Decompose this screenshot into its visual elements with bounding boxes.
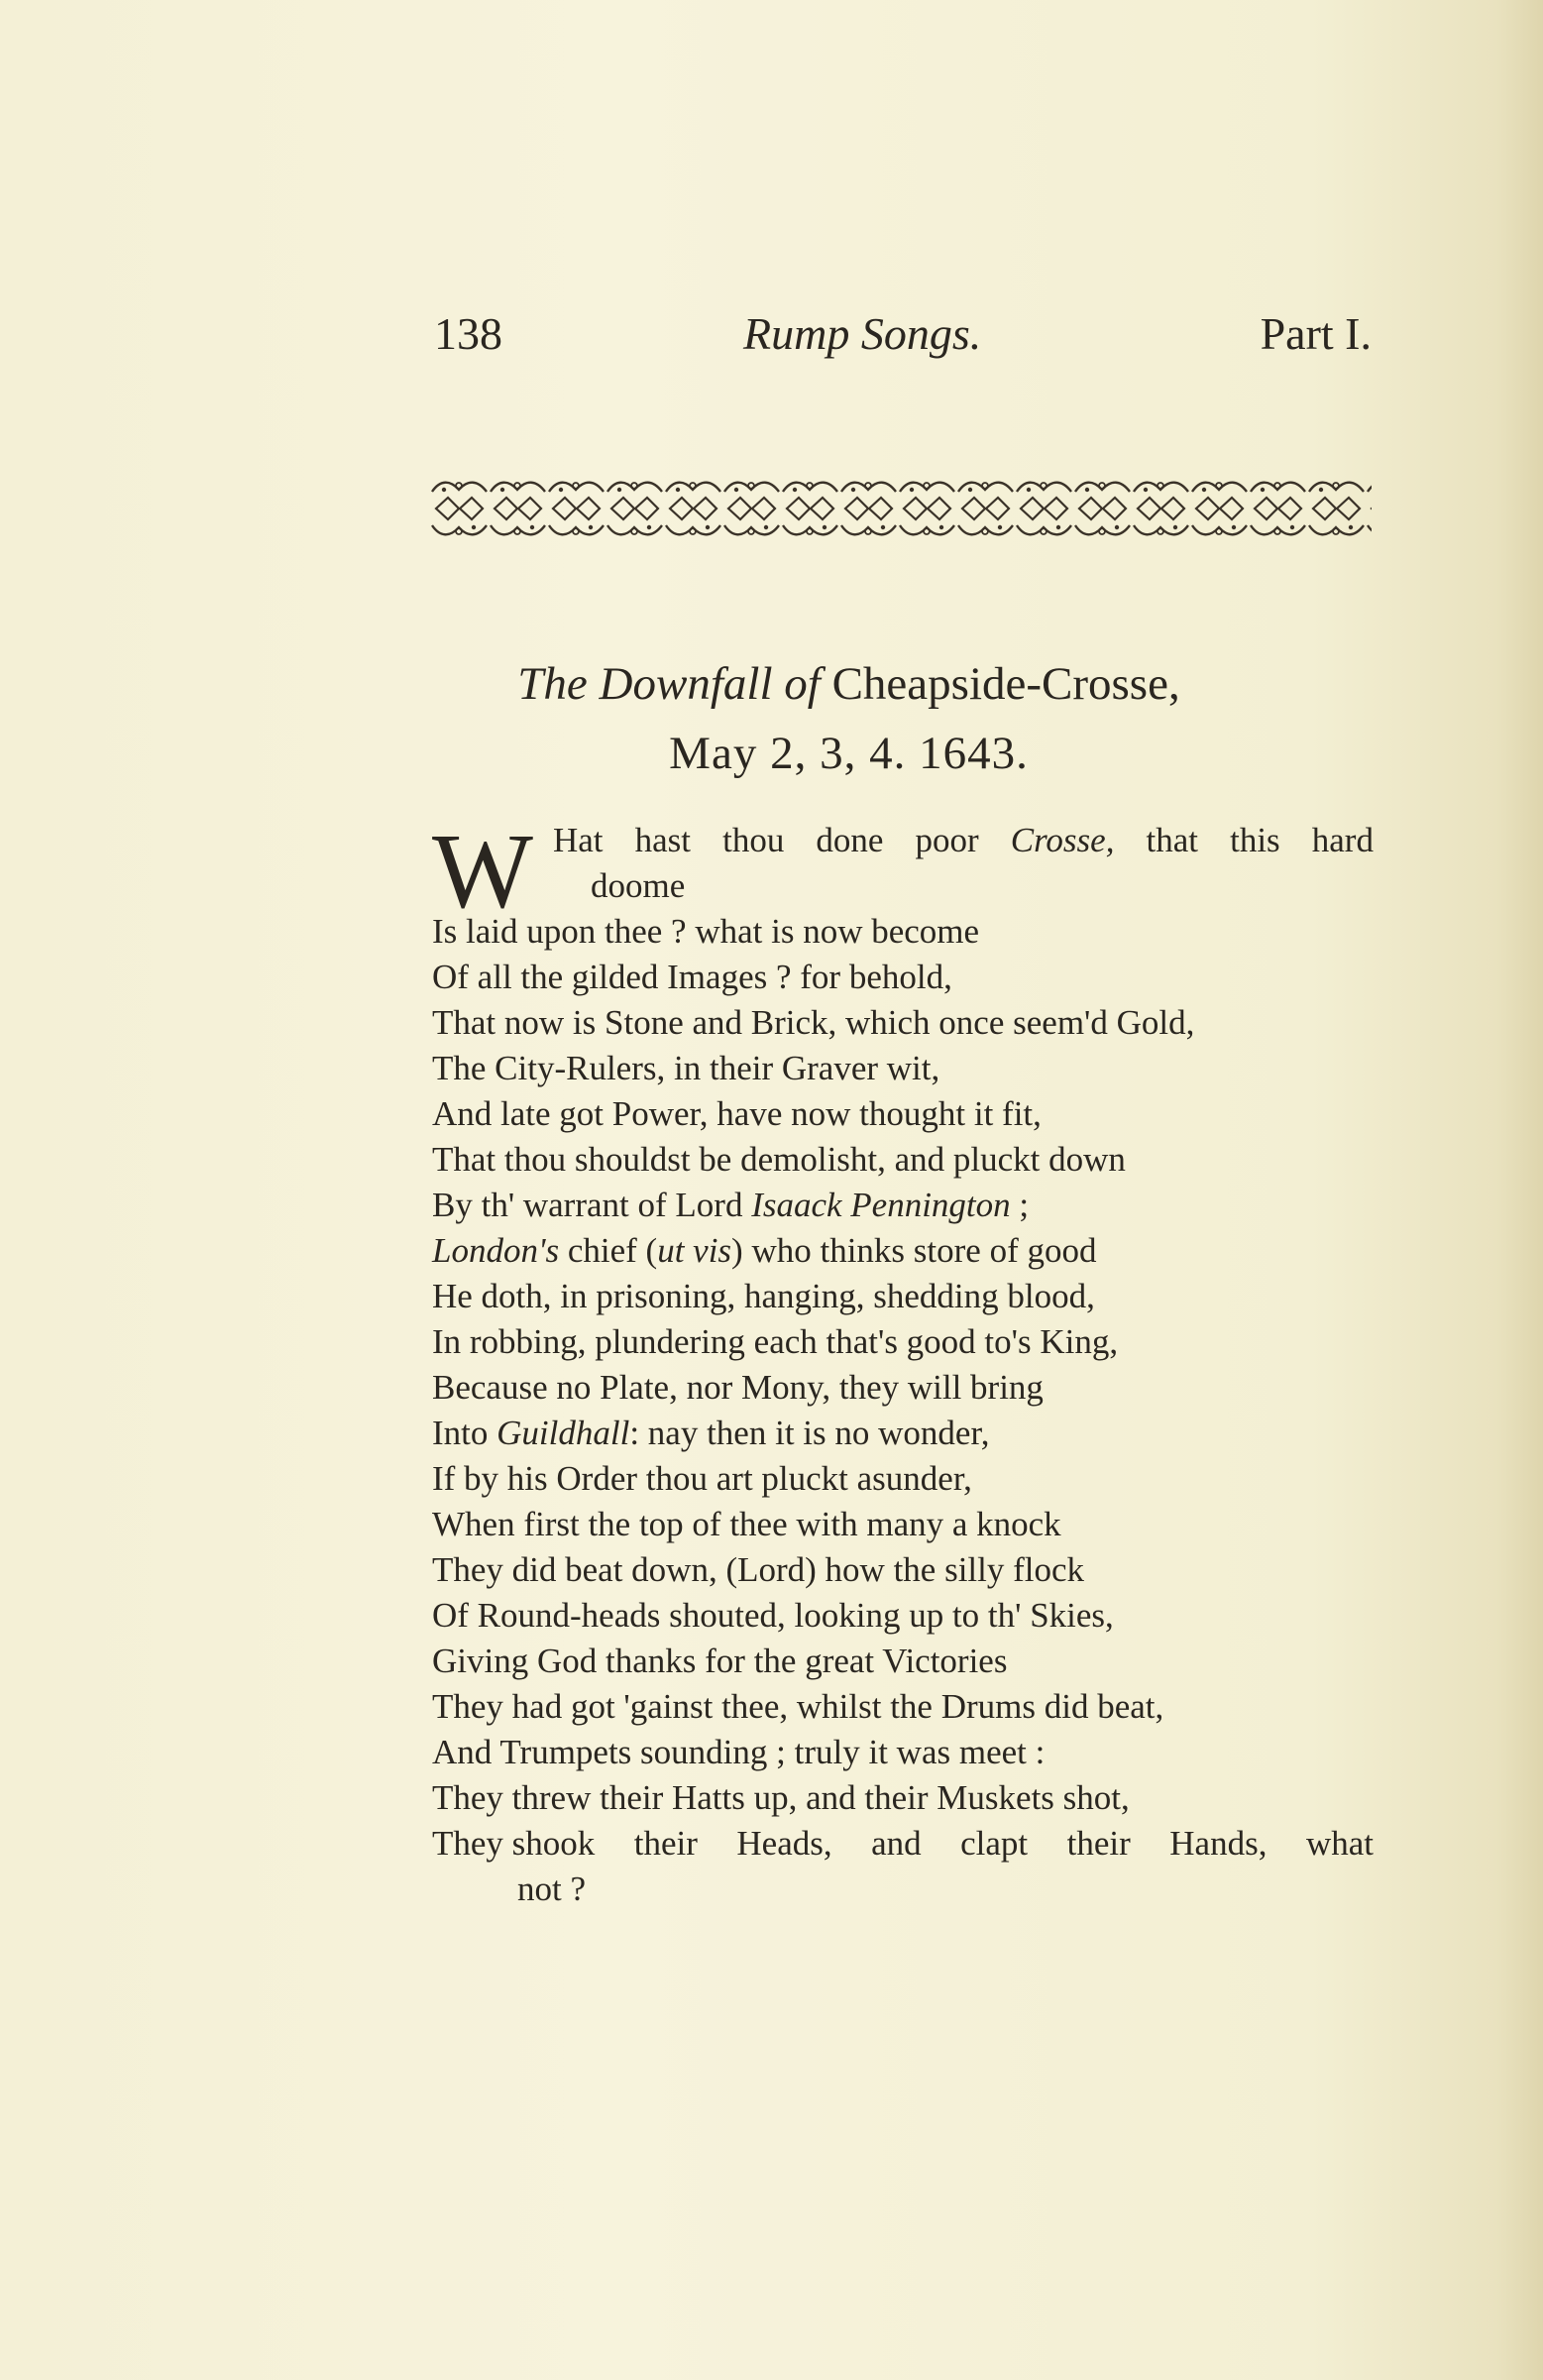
decorative-ornament-band [430,474,1372,543]
running-title: Rump Songs. [743,308,982,359]
title-italic-part: The Downfall of [517,658,821,710]
title-date-line: May 2, 3, 4. 1643. [669,728,1029,779]
word: their [1066,1824,1131,1863]
poem-line-18: Giving God thanks for the great Victories [432,1642,1008,1680]
poem-line-9 [432,1231,1097,1277]
word: They shook [432,1824,596,1863]
word: clapt [960,1824,1029,1863]
word: that [1146,821,1199,859]
name-pennington: Isaack Pennington [751,1186,1011,1224]
word: Hat [553,821,604,859]
poem-line-10: He doth, in prisoning, hanging, shedding blood, [432,1277,1095,1315]
title-line-1 [77,649,1543,719]
text: ) who thinks store of good [731,1231,1097,1270]
word: hard [1311,821,1374,859]
poem-line-1 [553,821,1374,860]
poem-line-15: When first the top of thee with many a knock [432,1505,1061,1543]
word-guildhall: Guildhall [496,1414,630,1452]
text: chief ( [559,1231,658,1270]
poem-line-2: Is laid upon thee ? what is now become [432,912,980,951]
word: hast [634,821,692,859]
part-label: Part I. [1260,308,1372,359]
poem-line-19: They had got 'gainst thee, whilst the Drums did beat, [432,1687,1164,1726]
poem-line-7: That thou shouldst be demolisht, and pluckt down [432,1140,1126,1179]
poem-line-20: And Trumpets sounding ; truly it was meet : [432,1733,1046,1771]
poem-line-16: They did beat down, (Lord) how the silly flock [432,1550,1085,1589]
poem-title [0,649,1543,788]
word: this [1230,821,1280,859]
poem-line-17: Of Round-heads shouted, looking up to th' Skies, [432,1596,1114,1635]
word: done [816,821,884,859]
poem-line-8 [432,1186,1029,1231]
word: their [633,1824,698,1863]
poem-line-3: Of all the gilded Images ? for behold, [432,958,952,996]
word-crosse: Crosse, [1010,821,1115,859]
text: ; [1010,1186,1030,1224]
drop-cap: W [432,813,533,931]
poem-line-22 [432,1824,1374,1870]
text: Into [432,1414,497,1452]
phrase-ut-vis: ut vis [657,1231,732,1270]
poem-line-13 [432,1414,989,1459]
word: poor [915,821,979,859]
word: Hands, [1169,1824,1267,1863]
page-number: 138 [434,308,502,359]
poem-line-11: In robbing, plundering each that's good to's King, [432,1322,1119,1361]
text: By th' warrant of Lord [432,1186,752,1224]
poem-line-4: That now is Stone and Brick, which once seem'd Gold, [432,1003,1195,1042]
word: and [871,1824,922,1863]
title-roman-part: Cheapside-Crosse, [831,658,1180,710]
poem-line-14: If by his Order thou art pluckt asunder, [432,1459,972,1498]
poem-line-6: And late got Power, have now thought it fit, [432,1094,1042,1133]
word-londons: London's [432,1231,560,1270]
poem-line-22-runover: not ? [517,1870,587,1908]
poem-line-5: The City-Rulers, in their Graver wit, [432,1049,940,1087]
poem-line-21: They threw their Hatts up, and their Muskets shot, [432,1778,1130,1817]
word: thou [722,821,785,859]
word: Heads, [736,1824,832,1863]
running-header [434,307,1372,367]
poem-line-12: Because no Plate, nor Mony, they will bring [432,1368,1044,1407]
poem-line-1-runover: doome [591,866,686,905]
word: what [1305,1824,1374,1863]
text: : nay then it is no wonder, [629,1414,990,1452]
